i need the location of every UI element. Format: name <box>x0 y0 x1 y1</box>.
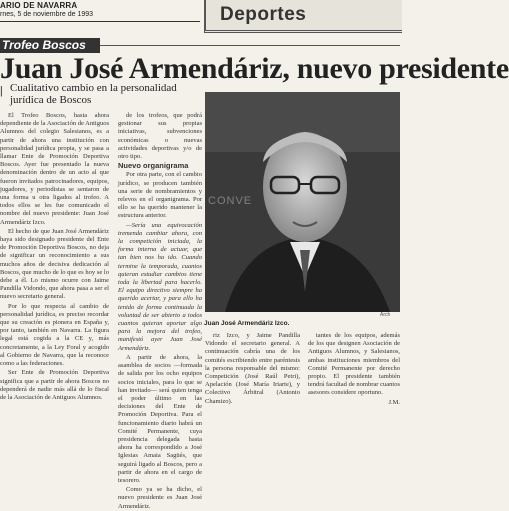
watermark: CONVE <box>208 195 253 207</box>
article-column-1 <box>0 112 109 400</box>
section-banner <box>204 0 402 33</box>
subhead: Nuevo organigrama <box>118 161 189 171</box>
paragraph: El hecho de que Juan José Armendáriz haya sido designado presidente del Ente de Promoción Deportiva Boscos, no deja de significar un reconocimiento a sus muchos años de decisiva dedicación al Boscos, que mucho de lo que es hoy se lo debe a él. Lo mismo ocurre con Jaime Pandilla Vidondo, que ahora pasa a ser el nuevo secretario general. <box>0 227 109 301</box>
kicker-rule <box>100 45 400 46</box>
bullet-icon: | <box>0 83 3 97</box>
paragraph: riz Izco, y Jaime Pandilla Vidondo el secretario general. A continuación cabría una de los comités escribiendo entre paréntesis la persona responsable del mismo: Competición (José Raúl Petri), Apelación (José María Iriarte), y Colectivo Árbitral (Antonio Chamizo). <box>205 332 300 405</box>
article-column-2 <box>118 112 202 510</box>
quote-paragraph: —Sería una equivocación tremenda cambiar ahora, con la competición iniciada, la forma interna de actuar, que tan bien nos ha ido. Cuando termine la temporada, cuantos quieran estudiar cambios tiene toda la libertad para hacerlo. El equipo directivo siempre ha querido acertar, y para ello ha tenido de forma continuada la voluntad de ser abierto a todos cuantos quieran aportar algo para la mejora del trofeo, manifestó ayer Juan José Armendáriz. <box>118 221 202 352</box>
article-kicker: Trofeo Boscos <box>0 38 100 53</box>
paragraph: Por lo que respecta al cambio de personalidad jurídica, es preciso recordar que su creación es pionera en España y, por tanto, también en Navarra. La figura legal está cogida a la CE y, más concretamente, a la Ley Foral y acogido al Gobierno de Navarra, que la reconoce como a las federaciones. <box>0 302 109 368</box>
section-title: Deportes <box>220 4 307 25</box>
author-signature: J.M. <box>388 398 400 406</box>
publication-name: ARIO DE NAVARRA <box>0 1 78 10</box>
article-dek: Cualitativo cambio en la personalidad jurídica de Boscos <box>10 82 177 106</box>
publication-date: rnes, 5 de noviembre de 1993 <box>0 11 94 18</box>
paragraph: A partir de ahora, la asamblea de socios —formada de salida por los ocho equipos socios iniciales, para lo que se han invitado— será quien tenga el poder último en las decisiones del Ente de Promoción Deportiva. Para el funcionamiento diario habrá un Comité Permanente, cuya presidencia delegada hasta ahora ha correspondido a José Iglesias Amaia Sagüés, que seguirá ligado al Boscos, pero a partir de ahora en el cargo de tesorero. <box>118 353 202 484</box>
photo-credit: Arch <box>380 312 391 318</box>
masthead-rule <box>0 21 200 22</box>
paragraph: tantes de los equipos, además de los que designen Asociación de Antiguos Alumnos, y Salesianos, ambas instituciones miembros del Comité Permanente por derecho propio. El presidente también tendrá facultad de nombrar cuantos asesores considere oportuno. <box>308 332 400 397</box>
article-column-4 <box>308 332 400 406</box>
paragraph: Ser Ente de Promoción Deportiva significa que a partir de ahora Boscos no dependerá de nadie más allá de lo fiscal de la Asociación de Antiguos Alumnos. <box>0 369 109 401</box>
paragraph: de los trofeos, que podrá gestionar sus propias iniciativas, subvenciones económicas o nuevas actividades deportivas y/o de otro tipo. <box>118 112 202 161</box>
paragraph: Por otra parte, con el cambio jurídico, se producen también una serie de nombramientos y relevos en el organigrama. Por ello se ha querido mantener la estructura anterior. <box>118 171 202 220</box>
paragraph: Como ya se ha dicho, el nuevo presidente es Juan José Armendáriz. <box>118 486 202 510</box>
article-headline: Juan José Armendáriz, nuevo presidente <box>0 52 509 85</box>
paragraph: El Trofeo Boscos, hasta ahora dependiente de la Asociación de Antiguos Alumnos del colegio Salesianos, es a partir de ahora una institución con personalidad jurídica propia, y se pasa a llamar Ente de Promoción Deportiva Boscos. Ayer fue presentado la nueva denominación dentro de un acto al que fueron invitados patrocinadores, equipos, jugadores, y periodistas se sentaron de una forma u otra ligados al trofeo. A todos ellos se les fue comunicado el nombre del nuevo presidente: Juan José Armendáriz Izco. <box>0 112 109 226</box>
masthead <box>0 0 400 36</box>
article-column-3 <box>205 332 300 405</box>
photo-caption: Juan José Armendáriz Izco. <box>204 320 290 327</box>
